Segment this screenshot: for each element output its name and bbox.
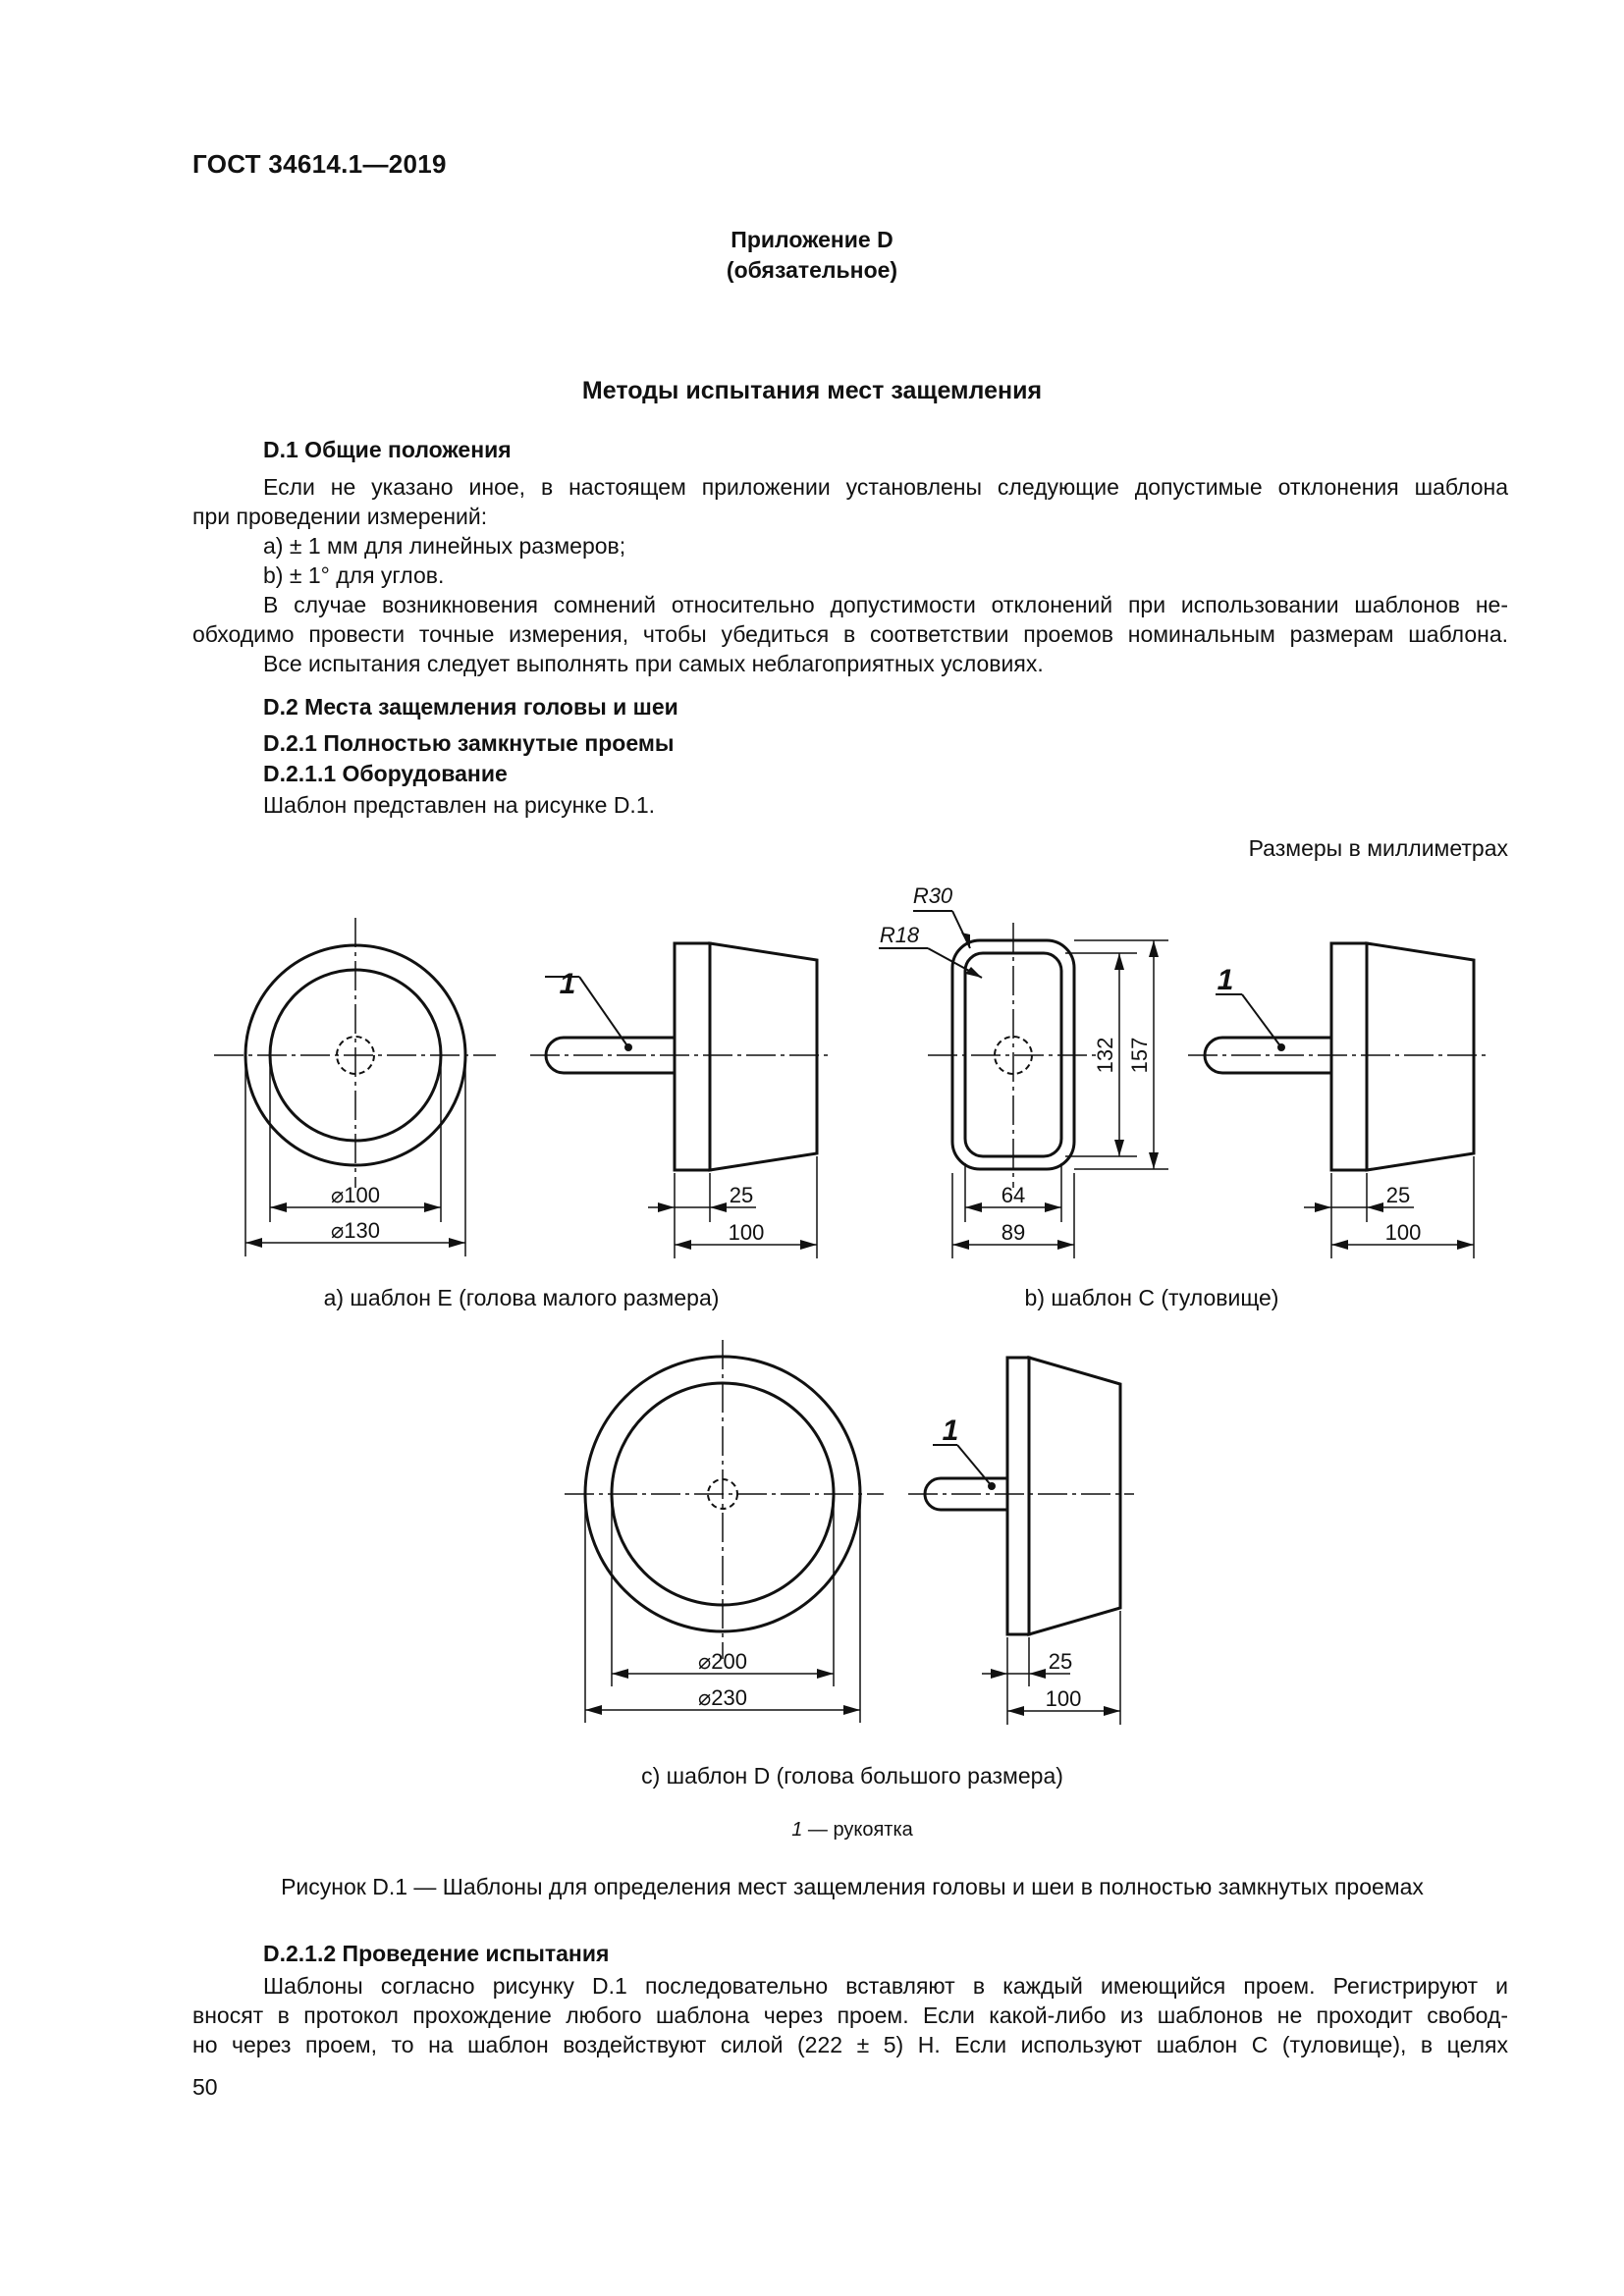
legend-number: 1 <box>791 1819 803 1841</box>
page-number: 50 <box>192 2074 218 2100</box>
caption-b: b) шаблон C (туловище) <box>1024 1285 1279 1310</box>
callout-c-1: 1 <box>942 1415 959 1447</box>
caption-c: c) шаблон D (голова большого размера) <box>641 1763 1063 1789</box>
dim-c-d200: ⌀200 <box>698 1649 747 1674</box>
main-title: Методы испытания мест защемления <box>581 377 1043 404</box>
dim-b-r18: R18 <box>879 923 920 947</box>
caption-a: a) шаблон E (голова малого размера) <box>323 1285 720 1310</box>
dim-a-25: 25 <box>729 1183 754 1207</box>
dim-a-d100: ⌀100 <box>331 1183 380 1207</box>
appendix-title: Приложение D <box>731 227 893 252</box>
d1-item-b: b) ± 1° для углов. <box>263 562 445 588</box>
template-d-side-view <box>908 1358 1134 1725</box>
dim-c-d230: ⌀230 <box>698 1685 747 1710</box>
d1-paragraph-1-cont: при проведении измерений: <box>192 504 488 529</box>
d2112-line-2: вносят в протокол прохождение любого шаблона через проем. Если какой-либо из шаблонов не проходит свобод- <box>192 2002 1508 2028</box>
dim-b-25: 25 <box>1385 1183 1411 1207</box>
d211-paragraph: Шаблон представлен на рисунке D.1. <box>263 792 655 818</box>
dim-b-132: 132 <box>1093 1037 1117 1074</box>
section-d1-heading: D.1 Общие положения <box>263 437 512 462</box>
section-d2-heading: D.2 Места защемления головы и шеи <box>263 694 678 720</box>
d1-paragraph-2-cont: обходимо провести точные измерения, чтобы убедиться в соответствии проемов номинальным размерам шаблона. <box>192 621 1508 647</box>
dim-b-r30: R30 <box>912 883 953 908</box>
d1-paragraph-2: В случае возникновения сомнений относительно допустимости отклонений при использовании шаблонов не- <box>263 592 1508 617</box>
dim-b-89: 89 <box>1001 1220 1026 1245</box>
dim-b-157: 157 <box>1127 1037 1152 1074</box>
section-d21-heading: D.2.1 Полностью замкнутые проемы <box>263 730 675 756</box>
d1-paragraph-3: Все испытания следует выполнять при самых неблагоприятных условиях. <box>263 651 1044 676</box>
callout-a-1: 1 <box>559 968 576 1000</box>
units-note: Размеры в миллиметрах <box>1248 835 1508 861</box>
dim-b-100: 100 <box>1384 1220 1422 1245</box>
dim-c-25: 25 <box>1048 1649 1073 1674</box>
d2112-line-1: Шаблоны согласно рисунку D.1 последовательно вставляют в каждый имеющийся проем. Регистрируют и <box>263 1973 1508 1999</box>
legend-text: — рукоятка <box>802 1819 913 1841</box>
dim-a-100: 100 <box>728 1220 765 1245</box>
appendix-type: (обязательное) <box>726 257 898 283</box>
section-d2112-heading: D.2.1.2 Проведение испытания <box>263 1941 610 1966</box>
d1-item-a: а) ± 1 мм для линейных размеров; <box>263 533 626 559</box>
section-d211-heading: D.2.1.1 Оборудование <box>263 761 508 786</box>
document-code: ГОСТ 34614.1—2019 <box>192 149 447 179</box>
figure-title: Рисунок D.1 — Шаблоны для определения мест защемления головы и шеи в полностью замкнутых проемах <box>281 1874 1424 1899</box>
callout-b-1: 1 <box>1217 964 1234 996</box>
dim-c-100: 100 <box>1045 1686 1082 1711</box>
figure-legend <box>791 1819 913 1841</box>
dim-b-64: 64 <box>1001 1183 1026 1207</box>
d1-paragraph-1: Если не указано иное, в настоящем приложении установлены следующие допустимые отклонения шаблона <box>263 474 1508 500</box>
d2112-line-3: но через проем, то на шаблон воздействуют силой (222 ± 5) Н. Если используют шаблон C (туловище), в целях <box>192 2032 1508 2057</box>
dim-a-d130: ⌀130 <box>331 1218 380 1243</box>
